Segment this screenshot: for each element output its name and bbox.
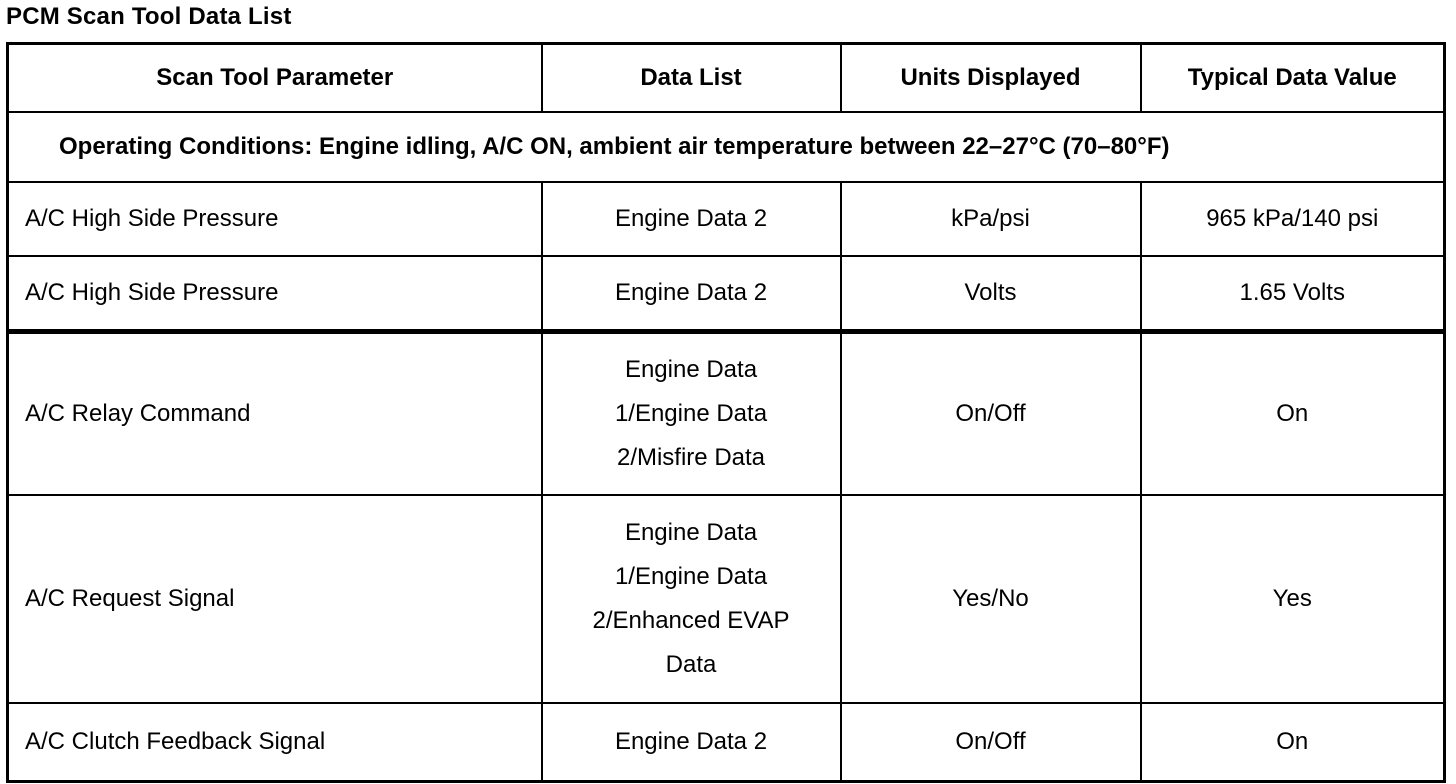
cell-data-list: Engine Data 1/Engine Data 2/Enhanced EVAP Data [542,495,841,703]
table-row [8,182,1445,256]
cell-typical-value: On [1141,332,1445,496]
cell-units: On/Off [841,703,1141,782]
cell-parameter: A/C High Side Pressure [8,182,542,256]
cell-data-list: Engine Data 2 [542,703,841,782]
header-data-list: Data List [542,44,841,113]
table-row [8,703,1445,782]
cell-typical-value: 965 kPa/140 psi [1141,182,1445,256]
operating-conditions: Operating Conditions: Engine idling, A/C ON, ambient air temperature between 22–27°C (70–80°F) [8,112,1445,182]
cell-data-list: Engine Data 2 [542,182,841,256]
cell-typical-value: 1.65 Volts [1141,256,1445,332]
header-units-displayed: Units Displayed [841,44,1141,113]
cell-typical-value: On [1141,703,1445,782]
header-scan-tool-parameter: Scan Tool Parameter [8,44,542,113]
cell-parameter: A/C Relay Command [8,332,542,496]
cell-units: Yes/No [841,495,1141,703]
table-header-row [8,44,1445,113]
cell-parameter: A/C Request Signal [8,495,542,703]
cell-data-list: Engine Data 1/Engine Data 2/Misfire Data [542,332,841,496]
scan-tool-data-table [6,42,1446,783]
operating-conditions-row [8,112,1445,182]
table-row [8,495,1445,703]
document-title: PCM Scan Tool Data List [6,3,292,30]
table-row [8,332,1445,496]
cell-units: Volts [841,256,1141,332]
cell-units: kPa/psi [841,182,1141,256]
cell-parameter: A/C Clutch Feedback Signal [8,703,542,782]
header-typical-data-value: Typical Data Value [1141,44,1445,113]
cell-units: On/Off [841,332,1141,496]
cell-data-list: Engine Data 2 [542,256,841,332]
cell-parameter: A/C High Side Pressure [8,256,542,332]
table-row [8,256,1445,332]
cell-typical-value: Yes [1141,495,1445,703]
